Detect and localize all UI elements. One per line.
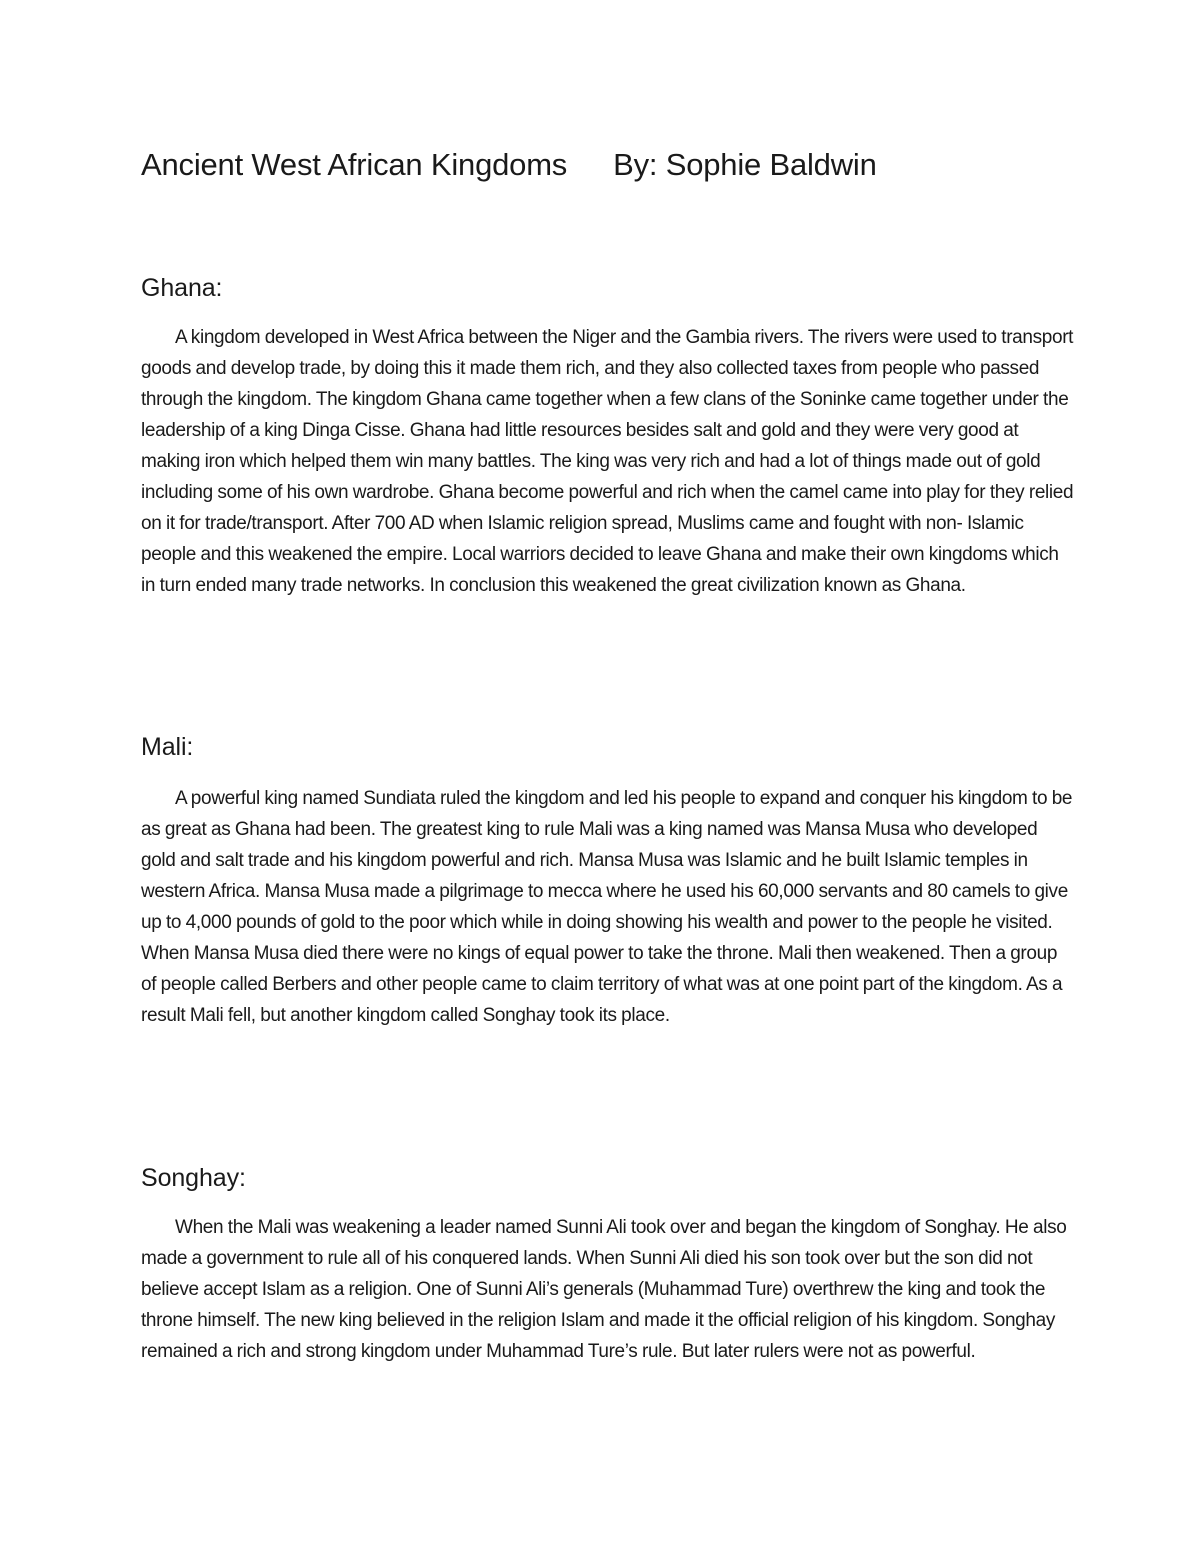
section-body-mali: A powerful king named Sundiata ruled the kingdom and led his people to expand and conquer his kingdom to be as great as Ghana had been. The greatest king to rule Mali was a king named was Mansa Musa who developed gold and salt trade and his kingdom powerful and rich. Mansa Musa was Islamic and he built Islamic temples in western Africa. Mansa Musa made a pilgrimage to mecca where he used his 60,000 servants and 80 camels to give up to 4,000 pounds of gold to the poor which while in doing showing his wealth and power to the people he visited. When Mansa Musa died there were no kings of equal power to take the throne. Mali then weakened. Then a group of people called Berbers and other people came to claim territory of what was at one point part of the kingdom. As a result Mali fell, but another kingdom called Songhay took its place. bbox=[141, 788, 1073, 1026]
section-heading-mali: Mali: bbox=[141, 733, 194, 761]
title-line bbox=[141, 142, 1101, 188]
document-author: By: Sophie Baldwin bbox=[613, 147, 877, 182]
document-title: Ancient West African Kingdoms bbox=[141, 147, 568, 182]
section-heading-ghana: Ghana: bbox=[141, 274, 223, 302]
section-heading-songhay: Songhay: bbox=[141, 1164, 246, 1192]
section-body-ghana: A kingdom developed in West Africa between the Niger and the Gambia rivers. The rivers were used to transport goods and develop trade, by doing this it made them rich, and they also collected taxes from people who passed through the kingdom. The kingdom Ghana came together when a few clans of the Soninke came together under the leadership of a king Dinga Cisse. Ghana had little resources besides salt and gold and they were very good at making iron which helped them win many battles. The king was very rich and had a lot of things made out of gold including some of his own wardrobe. Ghana become powerful and rich when the camel came into play for they relied on it for trade/transport. After 700 AD when Islamic religion spread, Muslims came and fought with non- Islamic people and this weakened the empire. Local warriors decided to leave Ghana and make their own kingdoms which in turn ended many trade networks. In conclusion this weakened the great civilization known as Ghana. bbox=[141, 327, 1074, 596]
section-body-songhay: When the Mali was weakening a leader named Sunni Ali took over and began the kingdom of Songhay. He also made a government to rule all of his conquered lands. When Sunni Ali died his son took over but the son did not believe accept Islam as a religion. One of Sunni Ali’s generals (Muhammad Ture) overthrew the king and took the throne himself. The new king believed in the religion Islam and made it the official religion of his kingdom. Songhay remained a rich and strong kingdom under Muhammad Ture’s rule. But later rulers were not as powerful. bbox=[141, 1217, 1067, 1362]
